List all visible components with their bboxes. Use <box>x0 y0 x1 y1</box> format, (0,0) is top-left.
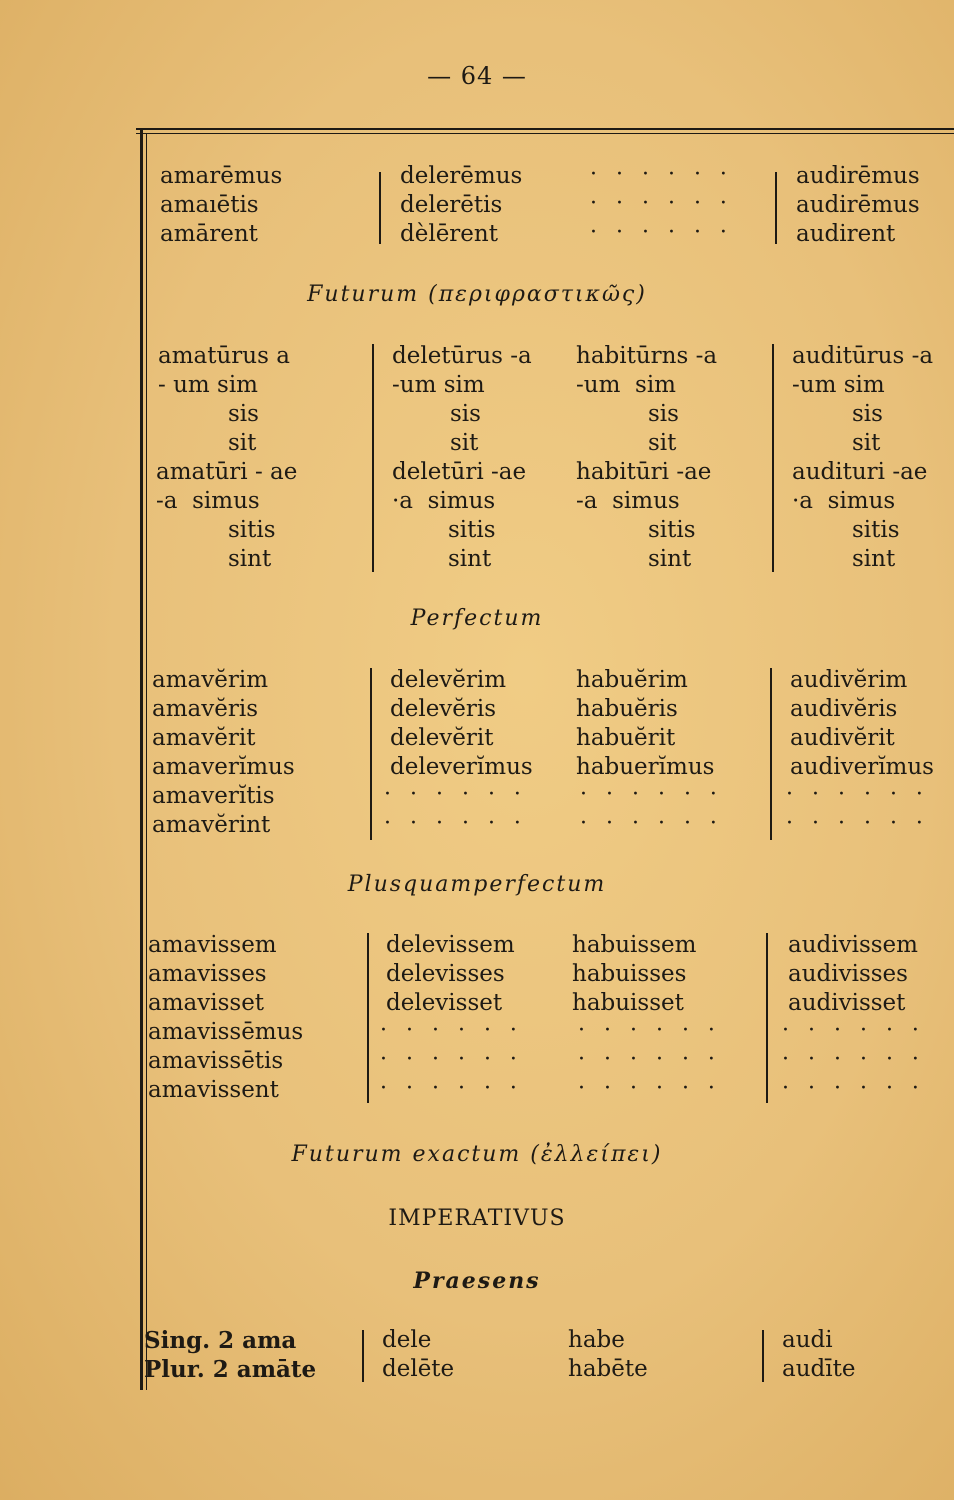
omission-dots: · · · · · · <box>578 1047 721 1072</box>
top-rule-thin <box>136 133 954 134</box>
conj1-form: sis <box>228 401 259 427</box>
conj3-form: habuisses <box>572 961 687 987</box>
conj2-form: dele <box>382 1327 432 1353</box>
column-divider <box>362 1330 364 1382</box>
conj2-form: delevĕris <box>390 696 497 722</box>
conj3-form: habuissem <box>572 932 697 958</box>
omission-dots: · · · · · · <box>782 1047 925 1072</box>
conj4-form: audivisses <box>788 961 908 987</box>
conj1-form: amavissēmus <box>148 1019 304 1045</box>
conj2-form: delevĕrim <box>390 667 507 693</box>
column-divider <box>770 668 772 840</box>
section-heading-plusquamperfectum: Plusquamperfectum <box>347 872 607 897</box>
conj1-form: amavĕrim <box>152 667 268 693</box>
conj2-form: delerēmus <box>400 163 523 189</box>
conj2-form: delevisset <box>386 990 503 1016</box>
page-number: — 64 — <box>427 62 527 90</box>
conj2-form: delevissem <box>386 932 515 958</box>
conj3-form: habuisset <box>572 990 684 1016</box>
conj3-form: sit <box>648 430 677 456</box>
conj4-form: sis <box>852 401 883 427</box>
conj3-form: habuĕrit <box>576 725 676 751</box>
column-divider <box>370 668 372 840</box>
conj1-form: amavisset <box>148 990 265 1016</box>
conj2-form: dèlērent <box>400 221 498 247</box>
conj4-form: audirent <box>796 221 896 247</box>
conj2-form: delerētis <box>400 192 503 218</box>
conj2-form: ·a simus <box>392 488 496 514</box>
conj4-form: ·a simus <box>792 488 896 514</box>
conj2-form: deletūri -ae <box>392 459 527 485</box>
conj1-form: amavissent <box>148 1077 279 1103</box>
omission-dots: · · · · · · <box>580 782 723 807</box>
conj1-form: amavĕris <box>152 696 258 722</box>
omission-dots: · · · · · · <box>578 1076 721 1101</box>
omission-dots: · · · · · · <box>786 811 929 836</box>
column-divider <box>379 172 381 244</box>
conj4-form: audīte <box>782 1356 856 1382</box>
conj1-form: Sing. 2 ama <box>144 1327 297 1354</box>
omission-dots: · · · · · · <box>384 782 527 807</box>
column-divider <box>772 344 774 572</box>
conj2-form: sint <box>448 546 492 572</box>
conj1-form: amavisses <box>148 961 267 987</box>
omission-dots: · · · · · · <box>786 782 929 807</box>
section-heading-imperativus: IMPERATIVUS <box>388 1206 566 1231</box>
conj3-form: habe <box>568 1327 625 1353</box>
conj4-form: audivisset <box>788 990 906 1016</box>
omission-dots: · · · · · · <box>782 1018 925 1043</box>
column-divider <box>367 933 369 1103</box>
conj1-form: amavĕrint <box>152 812 271 838</box>
conj2-form: delevisses <box>386 961 505 987</box>
omission-dots: · · · · · · <box>380 1047 523 1072</box>
conj1-form: -a simus <box>156 488 260 514</box>
conj3-form: -a simus <box>576 488 680 514</box>
conj4-form: audivĕrim <box>790 667 908 693</box>
conj2-form: sitis <box>448 517 496 543</box>
omission-dots: · · · · · · <box>590 162 733 187</box>
conj3-form: -um sim <box>576 372 676 398</box>
conj3-form: habitūri -ae <box>576 459 712 485</box>
conj1-form: - um sim <box>158 372 258 398</box>
conj1-form: amatūri - ae <box>156 459 298 485</box>
conj4-form: -um sim <box>792 372 885 398</box>
conj4-form: audirēmus <box>796 163 920 189</box>
conj4-form: audivĕris <box>790 696 898 722</box>
conj4-form: sit <box>852 430 881 456</box>
omission-dots: · · · · · · <box>380 1018 523 1043</box>
conj3-form: habuerĭmus <box>576 754 715 780</box>
conj1-form: amavissem <box>148 932 277 958</box>
conj3-form: habēte <box>568 1356 648 1382</box>
conj1-form: amārent <box>160 221 258 247</box>
conj3-form: sint <box>648 546 692 572</box>
left-rule-thin <box>146 133 147 1390</box>
conj4-form: audivissem <box>788 932 918 958</box>
conj4-form: audiverĭmus <box>790 754 934 780</box>
omission-dots: · · · · · · <box>384 811 527 836</box>
conj3-form: habitūrns -a <box>576 343 718 369</box>
omission-dots: · · · · · · <box>590 191 733 216</box>
conj1-form: sint <box>228 546 272 572</box>
column-divider <box>775 172 777 244</box>
conj1-form: amavissētis <box>148 1048 284 1074</box>
conj3-form: sis <box>648 401 679 427</box>
section-heading-futurum-exactum: Futurum exactum (ἐλλείπει) <box>291 1142 663 1167</box>
omission-dots: · · · · · · <box>782 1076 925 1101</box>
conj1-form: amaverĭtis <box>152 783 275 809</box>
conj2-form: deletūrus -a <box>392 343 532 369</box>
conj1-form: sit <box>228 430 257 456</box>
conj2-form: delevĕrit <box>390 725 494 751</box>
left-rule <box>140 128 143 1390</box>
column-divider <box>372 344 374 572</box>
conj4-form: sitis <box>852 517 900 543</box>
omission-dots: · · · · · · <box>578 1018 721 1043</box>
conj4-form: audi <box>782 1327 833 1353</box>
conj2-form: delēte <box>382 1356 455 1382</box>
conj4-form: auditūrus -a <box>792 343 934 369</box>
conj1-form: amavĕrit <box>152 725 256 751</box>
conj1-form: amaıētis <box>160 192 259 218</box>
section-heading-futurum: Futurum (περιφραστικῶς) <box>307 282 647 307</box>
conj1-form: amarēmus <box>160 163 283 189</box>
conj4-form: audituri -ae <box>792 459 928 485</box>
conj3-form: habuĕris <box>576 696 678 722</box>
omission-dots: · · · · · · <box>580 811 723 836</box>
conj1-form: sitis <box>228 517 276 543</box>
conj4-form: audirēmus <box>796 192 920 218</box>
conj2-form: sit <box>450 430 479 456</box>
conj4-form: audivĕrit <box>790 725 895 751</box>
conj1-form: amaverĭmus <box>152 754 295 780</box>
conj2-form: -um sim <box>392 372 485 398</box>
conj2-form: deleverĭmus <box>390 754 533 780</box>
top-rule <box>136 128 954 130</box>
conj1-form: Plur. 2 amāte <box>144 1356 317 1383</box>
omission-dots: · · · · · · <box>590 220 733 245</box>
section-heading-perfectum: Perfectum <box>410 606 544 631</box>
conj3-form: habuĕrim <box>576 667 688 693</box>
conj2-form: sis <box>450 401 481 427</box>
omission-dots: · · · · · · <box>380 1076 523 1101</box>
column-divider <box>762 1330 764 1382</box>
conj1-form: amatūrus a <box>158 343 290 369</box>
conj4-form: sint <box>852 546 896 572</box>
column-divider <box>766 933 768 1103</box>
conj3-form: sitis <box>648 517 696 543</box>
section-heading-praesens: Praesens <box>413 1268 541 1294</box>
